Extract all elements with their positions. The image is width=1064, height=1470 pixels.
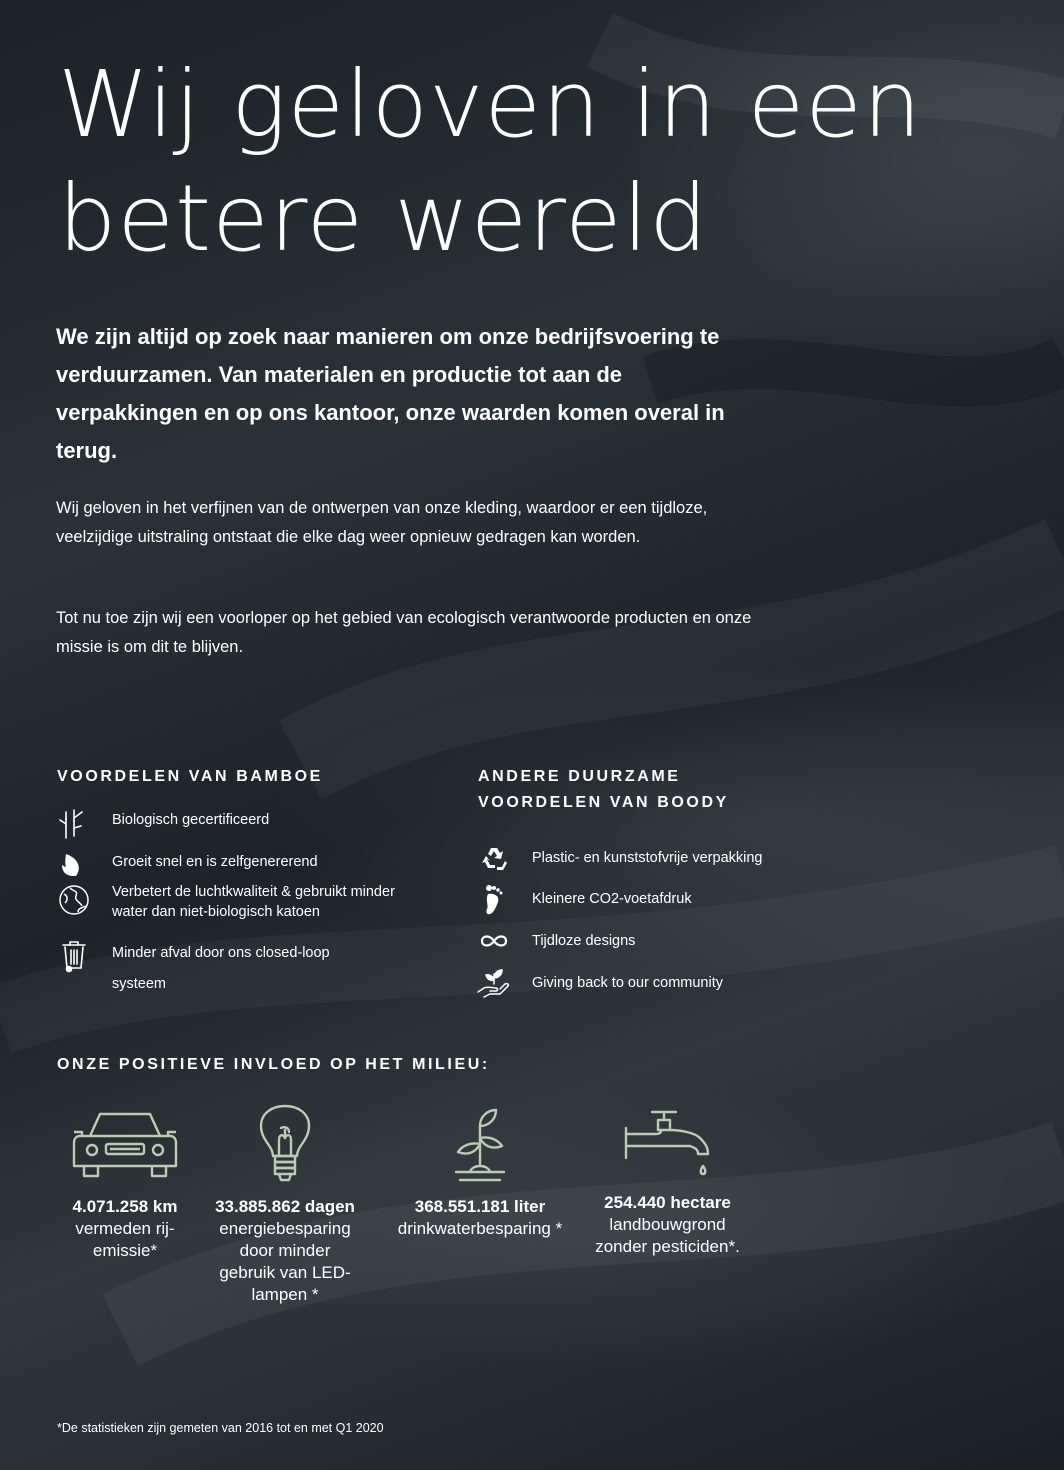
feature-label: Kleinere CO2-voetafdruk [532, 891, 692, 907]
tap-icon [622, 1108, 714, 1182]
bamboo-item-growth [56, 846, 318, 882]
recycle-icon [476, 840, 512, 876]
other-item-co2 [476, 882, 692, 918]
other-section-title-line2: VOORDELEN VAN BOODY [478, 794, 729, 811]
lead-paragraph: We zijn altijd op zoek naar manieren om onze bedrijfsvoering te verduurzamen. Van materialen en productie tot aan de verpakkingen en op ons kantoor, onze waarden komen overal in terug. [56, 324, 725, 463]
page-title-line2: betere wereld [58, 165, 709, 272]
other-section-title-line1: ANDERE DUURZAME [478, 768, 681, 785]
impact-stat-car [50, 1106, 200, 1262]
infinity-icon [476, 924, 512, 960]
feature-label: Groeit snel en is zelfgenererend [112, 854, 318, 870]
impact-stat-water [375, 1106, 585, 1240]
stat-value: 4.071.258 km [72, 1197, 178, 1216]
page-title-line1: Wij geloven in een [58, 51, 923, 158]
hand-plant-icon [476, 966, 512, 1002]
bamboo-section-title: VOORDELEN VAN BAMBOE [57, 768, 323, 785]
stat-description: vermeden rij-emissie* [75, 1219, 175, 1260]
leaf-icon [56, 846, 92, 882]
stat-value: 368.551.181 liter [414, 1197, 546, 1216]
feature-label: Minder afval door ons closed-loop systeem [112, 945, 330, 992]
bamboo-item-air [56, 882, 412, 922]
body-paragraph-1: Wij geloven in het verfijnen van de ontwerpen van onze kleding, waardoor er een tijdloze, veelzijdige uitstraling ontstaat die elke dag weer opnieuw gedragen kan worden. [56, 499, 708, 546]
lightbulb-icon [257, 1104, 313, 1186]
stat-value: 254.440 hectare [604, 1193, 731, 1212]
page-title [58, 48, 1018, 276]
impact-section-title: ONZE POSITIEVE INVLOED OP HET MILIEU: [57, 1056, 490, 1073]
other-item-timeless [476, 924, 635, 960]
stat-value: 33.885.862 dagen [215, 1197, 355, 1216]
bamboo-item-certified [56, 806, 269, 842]
other-item-community [476, 966, 723, 1002]
stat-description: drinkwaterbesparing * [397, 1219, 563, 1238]
stat-description: landbouwgrond zonder pesticiden*. [595, 1215, 740, 1256]
other-section-title [478, 764, 798, 816]
impact-stat-energy [205, 1104, 365, 1306]
feature-label: Giving back to our community [532, 975, 723, 991]
car-icon [70, 1106, 180, 1186]
footprint-icon [476, 882, 512, 918]
bamboo-icon [56, 806, 92, 842]
feature-label: Plastic- en kunststofvrije verpakking [532, 850, 763, 866]
trash-bin-icon [56, 938, 92, 974]
body-paragraph-2: Tot nu toe zijn wij een voorloper op het gebied van ecologisch verantwoorde producten en onze missie is om dit te blijven. [56, 609, 752, 656]
feature-label: Verbetert de luchtkwaliteit & gebruikt minder water dan niet-biologisch katoen [112, 884, 395, 920]
feature-label: Biologisch gecertificeerd [112, 812, 270, 828]
footnote: *De statistieken zijn gemeten van 2016 tot en met Q1 2020 [57, 1421, 384, 1435]
impact-stat-land [585, 1108, 750, 1258]
stat-description: energiebesparing door minder gebruik van LED-lampen * [219, 1219, 351, 1304]
other-item-packaging [476, 840, 763, 876]
sprout-icon [450, 1106, 510, 1186]
globe-icon [56, 882, 92, 918]
bamboo-item-waste [56, 938, 372, 1000]
feature-label: Tijdloze designs [532, 933, 636, 949]
